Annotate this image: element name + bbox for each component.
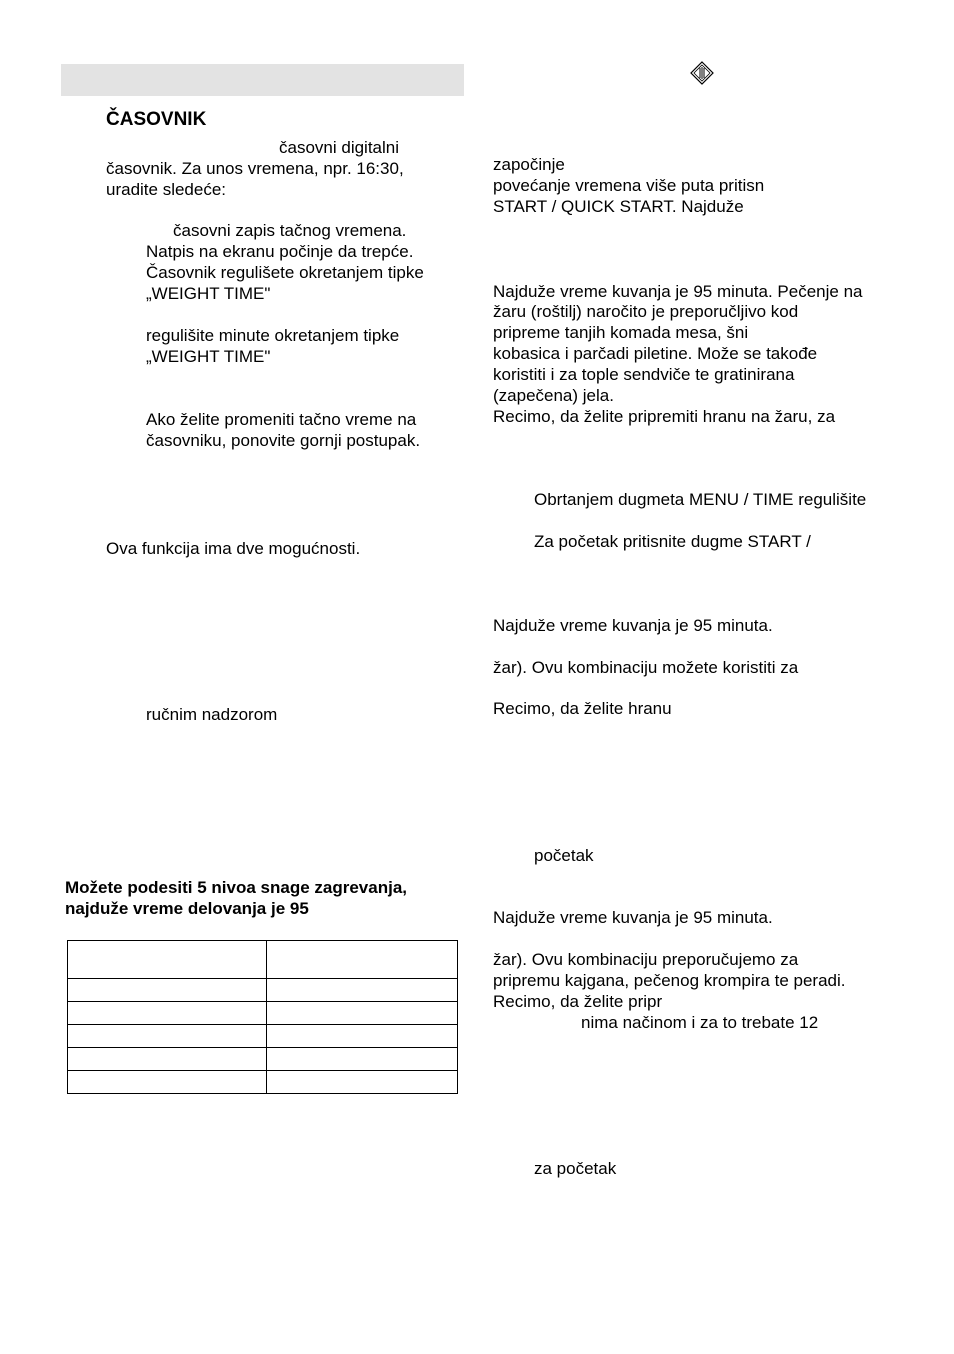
function-options-text: Ova funkcija ima dve mogućnosti.	[106, 539, 361, 558]
grill-line: Najduže vreme kuvanja je 95 minuta. Pečenje na	[493, 282, 863, 301]
quick-start-line: START / QUICK START. Najduže	[493, 197, 744, 216]
clock-change-line: Ako želite promeniti tačno vreme na	[146, 410, 417, 429]
grill-line: koristiti i za tople sendviče te gratinirana	[493, 365, 795, 384]
clock-step1-line: Časovnik regulišete okretanjem tipke	[146, 263, 424, 282]
clock-intro-line: časovni digitalni	[279, 138, 400, 157]
table-cell	[267, 1025, 458, 1048]
clock-change-line: časovniku, ponovite gornji postupak.	[146, 431, 421, 450]
combo2-line: Najduže vreme kuvanja je 95 minuta.	[493, 908, 773, 927]
clock-step1-line: časovni zapis tačnog vremena.	[173, 221, 407, 240]
table-cell	[68, 1025, 267, 1048]
grill-step1-text: Obrtanjem dugmeta MENU / TIME regulišite	[534, 490, 867, 509]
diamond-emblem-icon	[690, 61, 714, 85]
combo2-start-text: za početak	[534, 1159, 617, 1178]
grill-step2-text: Za početak pritisnite dugme START /	[534, 532, 811, 551]
clock-intro-line: uradite sledeće:	[106, 180, 227, 199]
clock-intro-line: časovnik. Za unos vremena, npr. 16:30,	[106, 159, 404, 178]
grill-line: kobasica i parčadi piletine. Može se takođe	[493, 344, 818, 363]
table-cell	[68, 979, 267, 1002]
table-row	[68, 1002, 458, 1025]
quick-start-line: započinje	[493, 155, 565, 174]
clock-heading: ČASOVNIK	[106, 109, 207, 130]
clock-step1-line: Natpis na ekranu počinje da trepće.	[146, 242, 414, 261]
table-cell	[68, 1071, 267, 1094]
table-cell	[267, 941, 458, 979]
combo1-line: Recimo, da želite hranu	[493, 699, 672, 718]
table-cell	[68, 1002, 267, 1025]
power-note-line: najduže vreme delovanja je 95	[65, 899, 309, 918]
power-note-line: Možete podesiti 5 nivoa snage zagrevanja,	[65, 878, 407, 897]
grill-line: Recimo, da želite pripremiti hranu na žaru, za	[493, 407, 836, 426]
table-row	[68, 1048, 458, 1071]
power-level-table	[67, 940, 458, 1094]
clock-step2-line: „WEIGHT TIME"	[146, 347, 271, 366]
grill-line: pripreme tanjih komada mesa, šni	[493, 323, 749, 342]
clock-step1-line: „WEIGHT TIME"	[146, 284, 271, 303]
table-row	[68, 979, 458, 1002]
combo2-line: žar). Ovu kombinaciju preporučujemo za	[493, 950, 799, 969]
grill-line: žaru (roštilj) naročito je preporučljivo kod	[493, 302, 799, 321]
table-cell	[267, 1071, 458, 1094]
table-cell	[68, 1048, 267, 1071]
combo2-line: Recimo, da želite pripr	[493, 992, 663, 1011]
combo1-line: žar). Ovu kombinaciju možete koristiti za	[493, 658, 799, 677]
quick-start-line: povećanje vremena više puta pritisn	[493, 176, 765, 195]
table-header-row	[68, 941, 458, 979]
combo1-line: Najduže vreme kuvanja je 95 minuta.	[493, 616, 773, 635]
combo2-line: pripremu kajgana, pečenog krompira te peradi.	[493, 971, 846, 990]
combo1-start-text: početak	[534, 846, 594, 865]
manual-control-text: ručnim nadzorom	[146, 705, 278, 724]
table-cell	[267, 1002, 458, 1025]
table-row	[68, 1071, 458, 1094]
combo2-line: nima načinom i za to trebate 12	[581, 1013, 819, 1032]
table-cell	[267, 979, 458, 1002]
clock-step2-line: regulišite minute okretanjem tipke	[146, 326, 400, 345]
table-cell	[267, 1048, 458, 1071]
table-cell	[68, 941, 267, 979]
table-row	[68, 1025, 458, 1048]
section-header-bar	[61, 64, 464, 96]
grill-line: (zapečena) jela.	[493, 386, 614, 405]
